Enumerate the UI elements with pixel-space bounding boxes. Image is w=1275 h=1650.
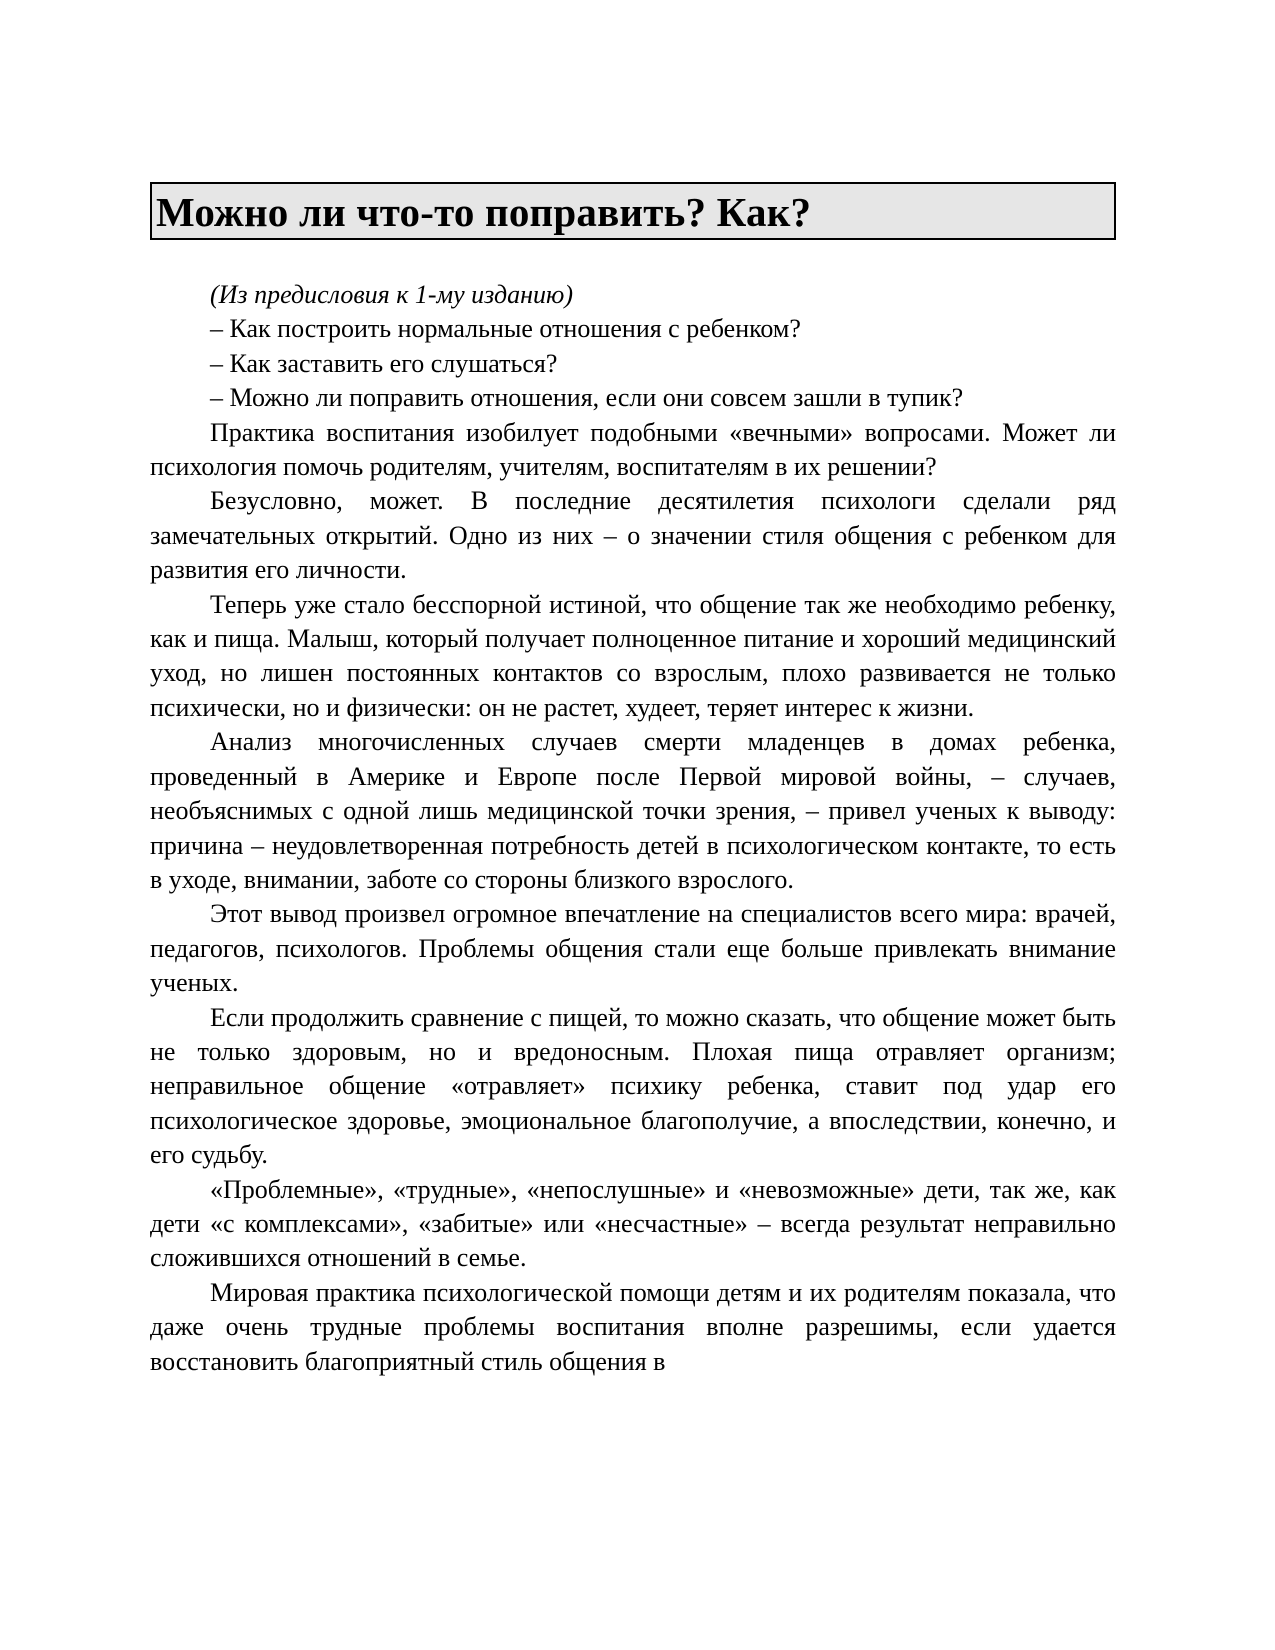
paragraph: Анализ многочисленных случаев смерти младенцев в домах ребенка, проведенный в Америке и Европе после Первой мировой войны, – случаев, необъяснимых с одной лишь медицинской точки зрения, – привел ученых к выводу: причина – неудовлетворенная потребность детей в психологическом контакте, то есть в уходе, внимании, заботе со стороны близкого взрослого. xyxy=(150,727,1116,894)
chapter-heading-box xyxy=(150,182,1116,240)
question-line: – Как заставить его слушаться? xyxy=(210,348,558,378)
chapter-heading: Можно ли что-то поправить? Как? xyxy=(156,189,812,235)
paragraph: Если продолжить сравнение с пищей, то можно сказать, что общение может быть не только здоровым, но и вредоносным. Плохая пища отравляет организм; неправильное общение «отравляет» психику ребенка, ставит под удар его психологическое здоровье, эмоциональное благополучие, а впоследствии, конечно, и его судьбу. xyxy=(150,1002,1116,1170)
body-text xyxy=(150,278,1116,1379)
paragraph: «Проблемные», «трудные», «непослушные» и «невозможные» дети, так же, как дети «с комплексами», «забитые» или «несчастные» – всегда результат неправильно сложившихся отношений в семье. xyxy=(150,1174,1116,1273)
question-line: – Можно ли поправить отношения, если они совсем зашли в тупик? xyxy=(210,383,964,413)
paragraph: Мировая практика психологической помощи детям и их родителям показала, что даже очень трудные проблемы воспитания вполне разрешимы, если удается восстановить благоприятный стиль общения в xyxy=(150,1277,1116,1376)
paragraph: Этот вывод произвел огромное впечатление на специалистов всего мира: врачей, педагогов, психологов. Проблемы общения стали еще больше привлекать внимание ученых. xyxy=(150,899,1116,998)
epigraph: (Из предисловия к 1-му изданию) xyxy=(210,280,573,309)
paragraph: Практика воспитания изобилует подобными «вечными» вопросами. Может ли психология помочь родителям, учителям, воспитателям в их решении? xyxy=(150,417,1116,482)
paragraph: Безусловно, может. В последние десятилетия психологи сделали ряд замечательных открытий. Одно из них – о значении стиля общения с ребенком для развития его личности. xyxy=(150,486,1116,585)
paragraph: Теперь уже стало бесспорной истиной, что общение так же необходимо ребенку, как и пища. Малыш, который получает полноценное питание и хороший медицинский уход, но лишен постоянных контактов со взрослым, плохо развивается не только психически, но и физически: он не растет, худеет, теряет интерес к жизни. xyxy=(150,589,1116,722)
question-line: – Как построить нормальные отношения с ребенком? xyxy=(210,314,801,344)
